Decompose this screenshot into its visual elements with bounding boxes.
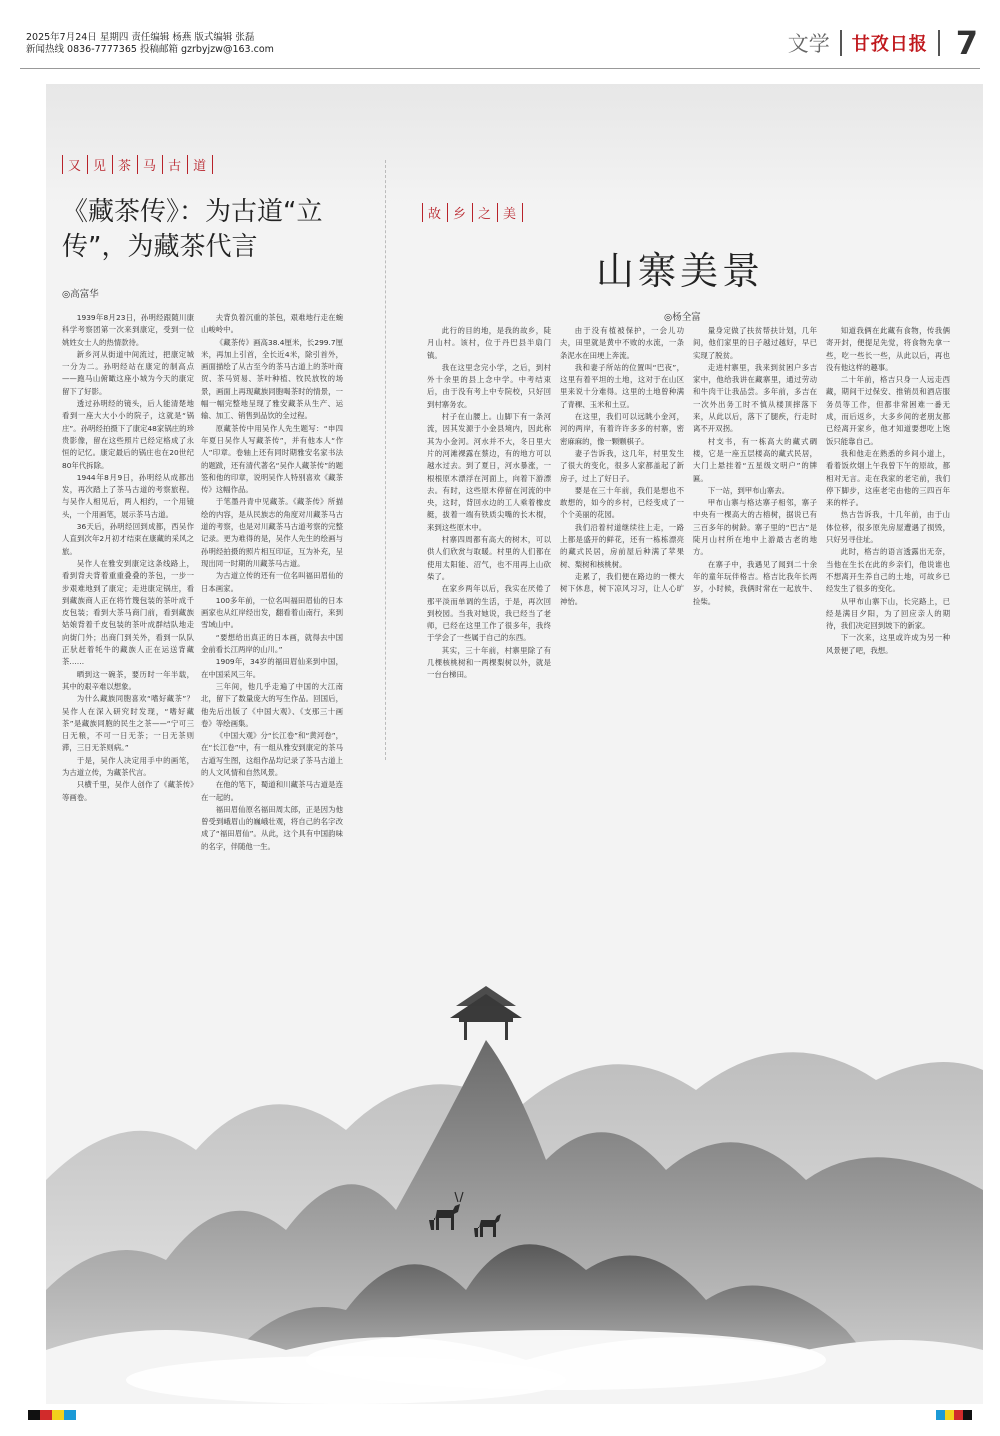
article-paragraph: 只横千里，吴作人创作了《藏茶传》等画卷。 (62, 780, 194, 802)
tag-char: 又 (62, 155, 87, 174)
article2-column-tag (422, 203, 523, 222)
article2-byline: ◎杨全富 (664, 312, 701, 323)
panel-shade (46, 84, 983, 204)
article-paragraph: 我和他走在熟悉的乡间小道上，看着饭炊烟上午我曾下午的原故，都相对无言。走在我家的老宅前，我们停下脚步，这座老宅由他的三四百年来的样子。 (826, 448, 950, 508)
article-paragraph: 在寨子中，我遇见了闻到二十余年的童年玩伴格吉。格吉比我年长两岁，小时候，我俩时常在一起放牛、捡柴。 (693, 559, 817, 606)
article-paragraph: 量身定做了扶贫帮扶计划，几年间，他们家里的日子越过越好，早已实现了脱贫。 (693, 326, 817, 360)
header-divider-2 (938, 30, 940, 56)
tag-char: 故 (422, 203, 447, 222)
article-paragraph: 此时，格吉的语言透露出无奈，当他在生长在此的乡亲们，他说谁也不想离开生养自己的土地，可故乡已经发生了很多的变化。 (826, 547, 950, 594)
article-paragraph: 在家乡两年以后，我实在厌倦了那平淡而单调的生活，于是，再次回到校园。当我对她说，我已经当了老师，已经在这里工作了很多年，我终于学会了一些属于自己的东西。 (427, 584, 551, 643)
header-rule (20, 68, 980, 69)
tag-char: 之 (472, 203, 497, 222)
article-paragraph: 100多年前，一位名叫福田眉仙的日本画家也从红岸经出发，翻看着山南行，来到雪域山中。 (201, 595, 343, 630)
article-paragraph: 走进村寨里，我来到贫困户多吉家中，他给我讲在藏寨里，通过劳动和牛肉干让我品尝。多年前，多吉在一次外出务工时不慎从楼顶摔落下来，从此以后，落下了腿疾，行走时离不开双拐。 (693, 362, 817, 434)
article-paragraph: 村寨四周都有高大的树木，可以供人们欣赏与取暖。村里的人们都在使用太阳能、沼气，也不用再上山砍柴了。 (427, 535, 551, 581)
article-paragraph: 走累了，我们便在路边的一棵大树下休息，树下凉风习习，让人心旷神怡。 (560, 571, 684, 606)
color-swatch (52, 1410, 64, 1420)
article1-byline: ◎高富华 (62, 289, 99, 300)
article-paragraph: 新乡河从街道中间流过，把康定城一分为二。孙明经站在康定的制高点——跑马山俯瞰这座小城为今天的康定留下了好影。 (62, 349, 194, 396)
article-paragraph: 1909年，34岁的福田眉仙来到中国，在中国采风三年。 (201, 657, 343, 679)
article-paragraph: 《中国大观》分“长江卷”和“黄河卷”，在“长江卷”中，有一组从雅安到康定的茶马古道写生图，这组作品均记录了茶马古道上的人文风情和自然风景。 (201, 731, 343, 777)
newspaper-masthead: 甘孜日报 (851, 34, 928, 55)
article-paragraph: “要想给出真正的日本画，就得去中国金前看长江两岸的山川。” (201, 632, 343, 655)
issue-info (26, 32, 274, 56)
tag-char: 古 (162, 155, 187, 174)
article-paragraph: 甲布山寨与格达寨子相邻，寨子中央有一棵高大的古榕树，据说已有三百多年的树龄。寨子里的“巴古”是陡月山村所在地中上游最古老的地方。 (693, 498, 817, 557)
article2-column-3 (693, 325, 817, 765)
article-paragraph: 从甲布山寨下山，长完路上，已经是满目夕阳，为了回应亲人的期待，我们决定回到坡下的新家。 (826, 596, 950, 631)
article-paragraph: 村支书，有一栋高大的藏式碉楼，它是一座五层楼高的藏式民居，大门上悬挂着“五星级文明户”的牌匾。 (693, 436, 817, 483)
article-paragraph: 夫背负着沉重的茶包，艰难地行走在蜿山峻岭中。 (201, 313, 343, 335)
mountain-landscape-illustration (46, 930, 983, 1404)
article-paragraph: 下一次来，这里或许成为另一种风景便了吧，我想。 (826, 633, 950, 655)
color-swatch (945, 1410, 954, 1420)
tag-char: 见 (87, 155, 112, 174)
article-paragraph: 三年间，他几乎走遍了中国的大江南北，留下了数量庞大的写生作品。回国后，他先后出版了《中国大观》、《支那三十画卷》等绘画集。 (201, 681, 343, 728)
article-paragraph: 1939年8月23日，孙明经跟随川康科学考察团第一次来到康定，受到一位姚姓女士人的热情款待。 (62, 313, 194, 347)
color-swatch (40, 1410, 52, 1420)
article-paragraph: 1944年8月9日，孙明经从成都出发，再次踏上了茶马古道的考察旅程。与吴作人相见后，两人相约，一个用镜头，一个用画笔，展示茶马古道。 (62, 472, 194, 519)
article-paragraph: 我和妻子所站的位置叫“巴夜”，这里有着平坦的土地，这对于在山区里来说十分难得。这里的土地曾种满了青稞、玉米和土豆。 (560, 362, 684, 409)
color-swatch (963, 1410, 972, 1420)
article2-title: 山寨美景 (595, 249, 764, 293)
section-name: 文学 (787, 32, 830, 56)
article2-column-4 (826, 325, 950, 765)
article-paragraph: 下一站，到甲布山寨去。 (707, 485, 790, 495)
article-paragraph: 妻子告诉我，这几年，村里发生了很大的变化，很多人家都盖起了新房子，过上了好日子。 (560, 448, 684, 483)
article-paragraph: 于笔墨丹青中见藏茶。《藏茶传》所描绘的内容，是从民族志的角度对川藏茶马古道的考察，也是对川藏茶马古道考察的完整记录。更为难得的是，吴作人先生的绘画与孙明经拍摄的照片相互印证，互为补充，呈现出同一时期的川藏茶马古道。 (201, 497, 343, 568)
tag-char: 马 (137, 155, 162, 174)
article1-column-tag (62, 155, 213, 174)
article2-column-1 (427, 325, 551, 765)
issue-date-editors: 2025年7月24日 星期四 责任编辑 杨燕 版式编辑 张磊 (26, 32, 255, 43)
article-paragraph: 要是在三十年前，我们是想也不敢想的，如今的乡村，已经变成了一个个美丽的花园。 (560, 485, 684, 520)
article1-column-2 (201, 312, 343, 851)
article-paragraph: 《藏茶传》画高38.4厘米，长299.7厘米，再加上引首，全长近4米，除引首外，画面描绘了从古至今的茶马古道上的茶叶商贸、茶马贸易、茶叶种植、牧民放牧的场景，画面上再现藏族同胞喝茶时的情景，一幅一幅完整地呈现了雅安藏茶从生产、运输、加工、销售到品饮的全过程。 (201, 337, 343, 421)
article2-column-2 (560, 325, 684, 765)
color-swatch (28, 1410, 40, 1420)
article-paragraph: 36天后，孙明经回到成都，西吴作人直到次年2月初才结束在康藏的采风之旅。 (62, 522, 194, 556)
tag-char: 道 (187, 155, 213, 174)
article-paragraph: 吴作人在雅安到康定这条线路上，看到背夫背着重重叠叠的茶包，一步一步艰难地到了康定；走进康定锅庄，看到藏族商人正在将竹篾包装的茶叶成千皮包装；看到大茶马商门前，看到藏族姑娘背着千皮包装的茶叶成群结队地走向街门外；出商门到关外，看到一队队正驮赶着牦牛的藏族人正在运送背藏茶…… (62, 558, 194, 667)
article-paragraph: 二十年前，格吉只身一人远走西藏，期间干过保安、推销员和酒店服务员等工作，但都非常困难一番无成，而后返乡，大多乡间的老朋友都已经离开家乡，他才知道要想吃上饱饭只能靠自己。 (826, 375, 950, 446)
article-paragraph: 热古告诉我，十几年前，由于山体位移，很多原先房屋遭遇了损毁，只好另寻住址。 (826, 510, 950, 545)
issue-contact: 新闻热线 0836-7777365 投稿邮箱 gzrbyjzw@163.com (26, 44, 274, 55)
article-paragraph: 其实，三十年前，村寨里除了有几棵核桃树和一两棵梨树以外，就是一台台梯田。 (427, 645, 551, 680)
article-divider (385, 160, 386, 760)
article-paragraph: 原藏茶传中用吴作人先生题写：“申四年夏日吴作人写藏茶传”，并有他本人“作人”印章。卷轴上还有同时期雅安名家书法的题跋，还有清代著名“吴作人藏茶传”的题签和他的印章，说明吴作人特别喜欢《藏茶传》这幅作品。 (201, 423, 343, 495)
article-paragraph: 透过孙明经的镜头，后人能清楚地看到一座大大小小的院子，这就是“锅庄”。孙明经拍摄下了康定48家锅庄的珍贵影像，留在这些照片已经定格成了永恒的记忆。康定最后的锅庄也在20世纪80年代拆除。 (62, 399, 194, 470)
tag-char: 乡 (447, 203, 472, 222)
color-swatch (64, 1410, 76, 1420)
color-swatch (936, 1410, 945, 1420)
article-paragraph: 于是，吴作人决定用手中的画笔，为古道立传，为藏茶代言。 (62, 755, 194, 777)
article-paragraph: 由于没有植被保护，一会儿功夫，田里就是黄中不败的水流，一条条泥水在田埂上奔流。 (560, 326, 684, 360)
pavilion-icon (450, 986, 522, 1040)
article-paragraph: 在这里，我们可以远眺小金河，河的两岸，有着许许多多的村寨，密密麻麻的，像一颗颗棋子。 (560, 412, 684, 446)
article-paragraph: 村子在山腰上。山脚下有一条河流，因其发源于小金县境内，因此称其为小金河。河水并不大，冬日里大片的河滩裸露在蔡边，有的地方可以越水过去。到了夏日，河水暴涨，一根根原木漂浮在河面上，向着下游漂去。有时，这些原木停留在河流的中央，这时，背回水边的工人乘着橡皮艇，拔着一端有铁质尖嘴的长木棍，来到这些原木中。 (427, 412, 551, 532)
article-paragraph: 我们沿着村道继续往上走，一路上都是盛开的鲜花，还有一栋栋漂亮的藏式民居，房前屋后种满了苹果树、梨树和核桃树。 (560, 522, 684, 569)
page-number: 7 (955, 24, 978, 62)
article-paragraph: 为什么藏族同胞喜欢“嗜好藏茶”？吴作人在深入研究时发现，“嗜好藏茶”是藏族同胞的民生之茶——“宁可三日无粮，不可一日无茶；一日无茶则滞，三日无茶则病。” (62, 694, 194, 753)
article-paragraph: 知道我俩在此藏有食物，传我俩寄开封，便提足先觉，将食物先拿一些，吃一些长一些，从此以后，再也没有他这样的趣事。 (826, 326, 950, 372)
article1-column-1 (62, 312, 194, 802)
article-paragraph: 晒到这一碗茶，要历时一年半载，其中的艰辛难以想象。 (62, 669, 194, 691)
tag-char: 美 (497, 203, 523, 222)
article-paragraph: 此行的目的地，是我的故乡，陡月山村。该村，位于丹巴县半扇门镇。 (427, 326, 551, 360)
article-paragraph: 为古道立传的还有一位名叫福田眉仙的日本画家。 (201, 571, 343, 593)
article-paragraph: 我在这里念完小学，之后，到村外十余里的县上念中学。中考结束后，由于没有考上中专院校，只好回到村寨务农。 (427, 362, 551, 409)
color-swatch (954, 1410, 963, 1420)
header-divider (840, 30, 842, 56)
page-header-right (788, 26, 978, 60)
tag-char: 茶 (112, 155, 137, 174)
article1-title: 《藏茶传》：为古道“立传”，为藏茶代言 (62, 197, 323, 262)
article-paragraph: 在他的笔下，蜀道和川藏茶马古道是连在一起的。 (201, 780, 343, 802)
article-paragraph: 福田眉仙原名福田周太郎，正是因为他曾受到峨眉山的巍峨壮观，将自己的名字改成了“福田眉仙”。从此，这个具有中国韵味的名字，伴随他一生。 (201, 804, 343, 851)
